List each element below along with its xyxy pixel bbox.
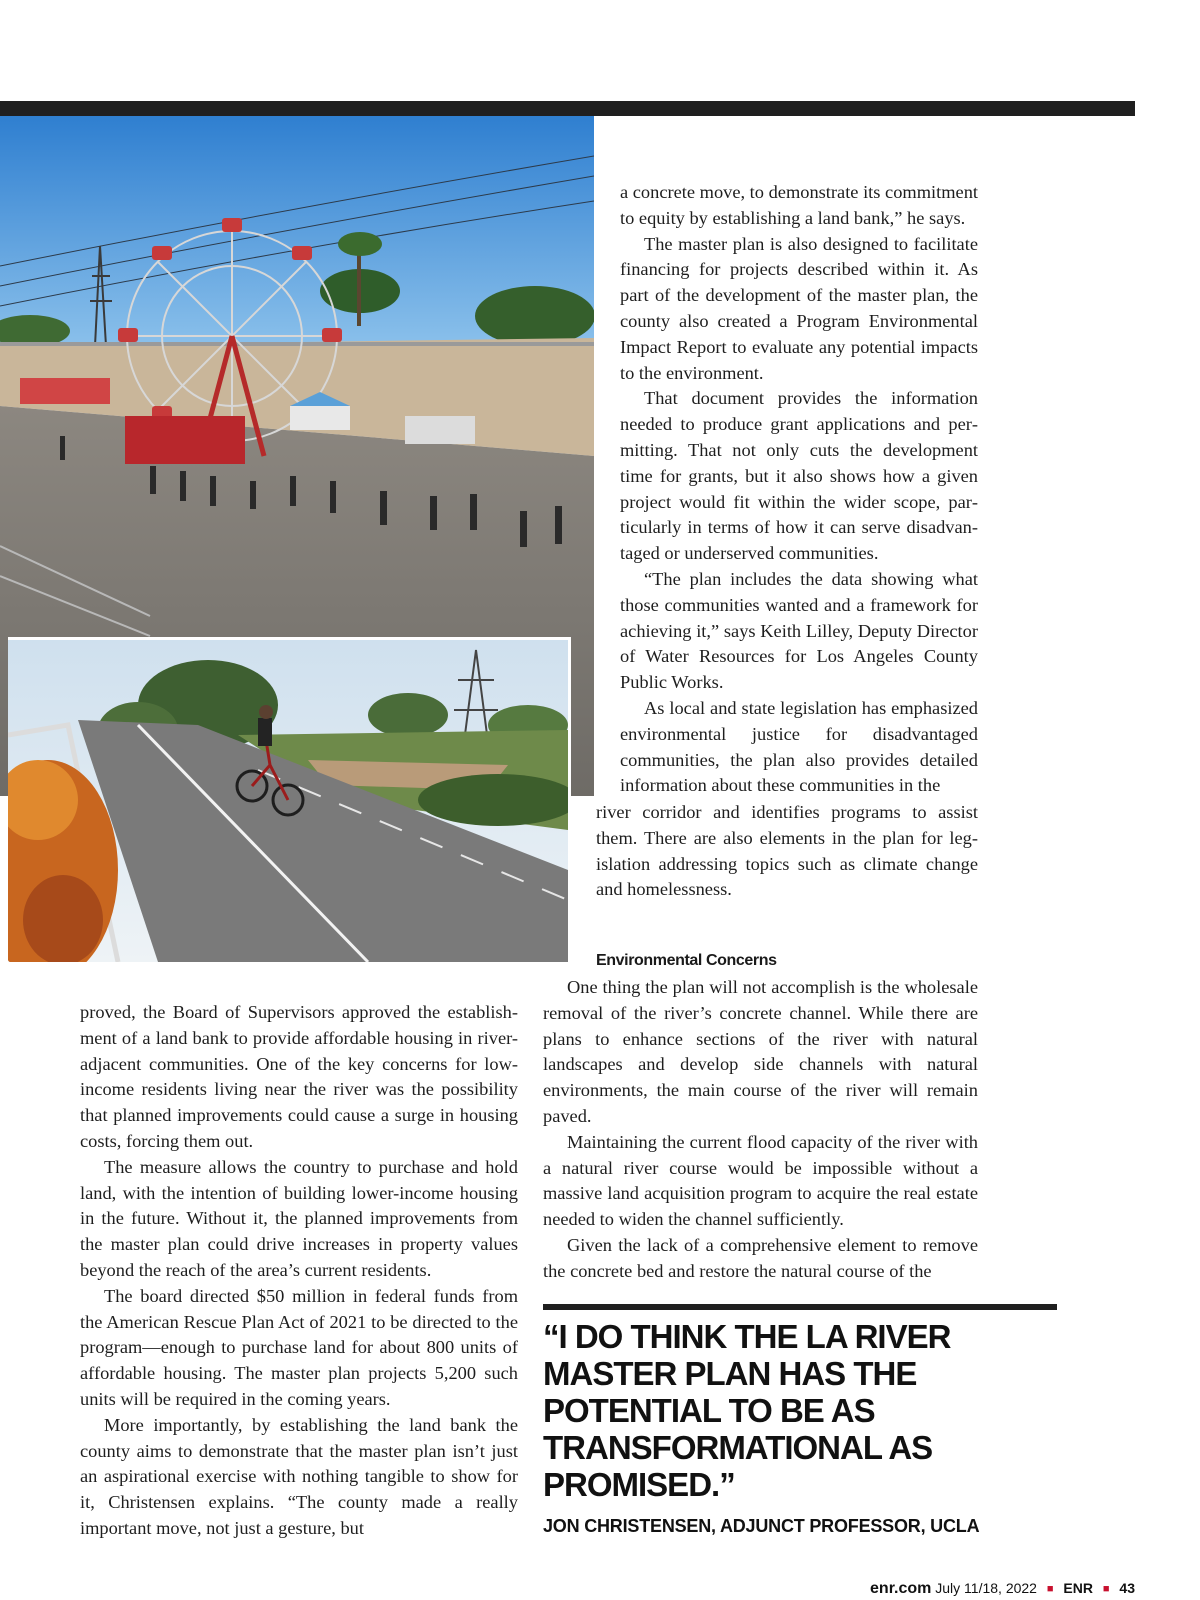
page-folio (870, 1580, 1135, 1598)
paragraph: The master plan is also designed to facilitate financing for projects described within it. As part of the development of the master plan, the county also created a Program Environmental Impact Report to evaluate any potential impacts to the environment. (620, 233, 978, 383)
paragraph: proved, the Board of Supervisors approved the establishment of a land bank to provide affordable housing in river-adjacent communities. One of the key concerns for low-income residents living near the river was the possibility that planned improvements could cause a surge in housing costs, forcing them out. (80, 1002, 518, 1151)
body-column-left (80, 1000, 518, 1542)
paragraph: Given the lack of a comprehensive element to remove the concrete bed and restore the natural course of the (543, 1234, 978, 1281)
top-rule (0, 101, 1135, 116)
paragraph: a concrete move, to demonstrate its commitment to equity by establishing a land bank,” he says. (620, 182, 978, 228)
paragraph: More importantly, by establishing the land bank the county aims to demonstrate that the master plan isn’t just an aspirational exercise with nothing tangible to show for it, Christensen explains. “The county made a really important move, not just a gesture, but (80, 1414, 518, 1538)
pull-quote-rule (543, 1304, 1057, 1310)
folio-site: enr.com (870, 1580, 932, 1597)
paragraph: “The plan includes the data showing what those communities wanted and a framework for achieving it,” says Keith Lilley, Deputy Director of Water Resources for Los Angeles County Public Works. (620, 568, 978, 693)
pull-quote-attribution: JON CHRISTENSEN, ADJUNCT PROFESSOR, UCLA (543, 1516, 980, 1536)
folio-magazine: ENR (1063, 1580, 1093, 1596)
folio-separator-icon: ■ (1102, 1583, 1110, 1595)
pull-quote: “I DO THINK THE LA RIVER MASTER PLAN HAS THE POTENTIAL TO BE AS TRANSFORMATIONAL AS PROMISED.” (543, 1318, 951, 1503)
body-column-middle (543, 975, 978, 1285)
paragraph: That document provides the information needed to produce grant applications and permitting. That not only cuts the development time for grants, but it also shows how a given project would fit within the wider scope, particularly in terms of how it can serve disadvantaged or underserved communities. (620, 388, 978, 564)
paragraph: The board directed $50 million in federal funds from the American Rescue Plan Act of 2021 to be directed to the program—enough to purchase land for about 800 units of affordable housing. The master plan projects 5,200 such units will be required in the coming years. (80, 1285, 518, 1409)
folio-page-number: 43 (1119, 1580, 1135, 1596)
paragraph: The measure allows the country to purchase and hold land, with the intention of building lower-income housing in the future. Without it, the planned improvements from the master plan could drive increases in property values beyond the reach of the area’s current residents. (80, 1156, 518, 1280)
paragraph: river corridor and identifies programs to assist them. There are also elements in the plan for legislation addressing topics such as climate change and homelessness. (596, 802, 978, 900)
section-subhead: Environmental Concerns (596, 952, 777, 969)
paragraph: One thing the plan will not accomplish is the wholesale removal of the river’s concrete channel. While there are plans to enhance sections of the river with natural landscapes and develop side channels with natural environments, the main course of the river will remain paved. (543, 977, 978, 1126)
folio-separator-icon: ■ (1046, 1583, 1054, 1595)
body-column-right-wrap (596, 800, 978, 903)
paragraph: As local and state legislation has emphasized environmental justice for disadvantaged communities, the plan also provides detailed information about these communities in the (620, 697, 978, 796)
folio-date: July 11/18, 2022 (935, 1580, 1037, 1596)
body-column-right-top (620, 180, 978, 799)
bike-path-photo (8, 637, 571, 962)
paragraph: Maintaining the current flood capacity of the river with a natural river course would be impossible without a massive land acquisition program to acquire the real estate needed to widen the channel sufficiently. (543, 1131, 978, 1230)
